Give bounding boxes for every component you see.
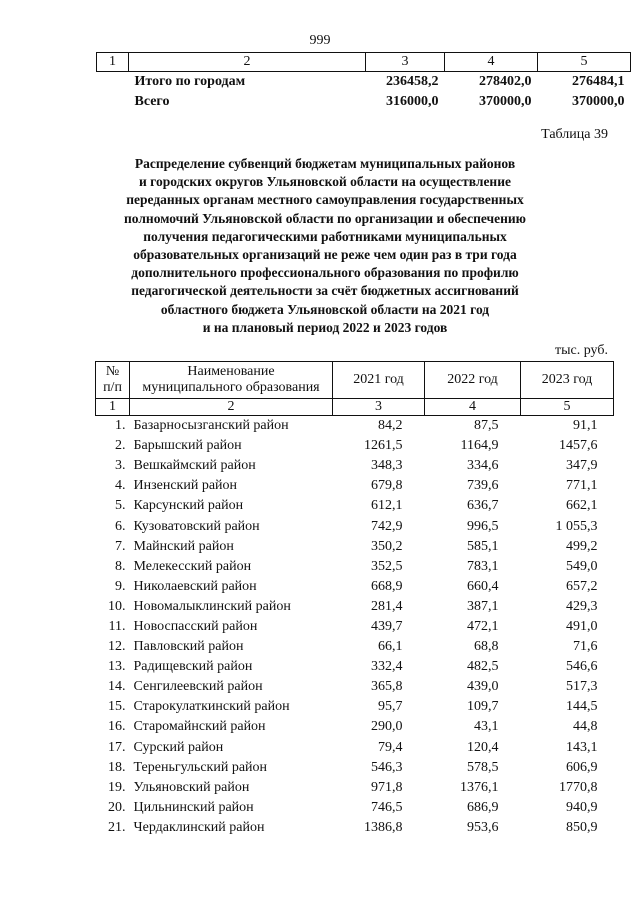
value-2021: 746,5 xyxy=(371,799,403,815)
header-number-line1: № xyxy=(105,364,120,379)
value-2023: 546,6 xyxy=(566,659,598,675)
value-2021: 348,3 xyxy=(371,458,403,474)
value-2021: 612,1 xyxy=(371,498,403,514)
table-row xyxy=(96,617,614,637)
value-2023: 71,6 xyxy=(573,639,598,655)
table-row xyxy=(96,697,614,717)
table-row xyxy=(96,476,614,496)
header-year-2021: 2021 год xyxy=(333,362,425,399)
district-name: Базарносызганский район xyxy=(133,418,289,434)
district-name: Майнский район xyxy=(133,538,234,554)
title-line: переданных органам местного самоуправления государственных xyxy=(126,192,524,208)
district-name: Радищевский район xyxy=(133,659,253,675)
value-2022: 472,1 xyxy=(467,618,499,634)
district-name: Ульяновский район xyxy=(133,779,250,795)
summary-empty-cell xyxy=(97,92,129,112)
row-number: 19. xyxy=(108,779,126,795)
value-2022: 439,0 xyxy=(467,679,499,695)
table-row xyxy=(96,456,614,476)
value-2021: 332,4 xyxy=(371,659,403,675)
subvention-table xyxy=(95,361,614,838)
value-2022: 68,8 xyxy=(474,639,499,655)
header-year-2023: 2023 год xyxy=(521,362,614,399)
column-index-4: 4 xyxy=(425,399,521,416)
district-name: Старомайнский район xyxy=(133,719,266,735)
value-2021: 281,4 xyxy=(371,598,403,614)
summary-value-2022: 278402,0 xyxy=(479,74,532,89)
summary-name: Итого по городам xyxy=(134,74,246,89)
table-row xyxy=(96,798,614,818)
district-name: Мелекесский район xyxy=(133,558,252,574)
summary-row xyxy=(97,72,631,93)
value-2021: 742,9 xyxy=(371,518,403,534)
value-2021: 350,2 xyxy=(371,538,403,554)
row-number: 7. xyxy=(115,538,126,554)
district-name: Чердаклинский район xyxy=(133,819,265,835)
table-header xyxy=(96,362,614,416)
row-number: 8. xyxy=(115,558,126,574)
value-2023: 1 055,3 xyxy=(555,518,598,534)
table-row xyxy=(96,436,614,456)
table-row xyxy=(96,516,614,536)
district-name: Инзенский район xyxy=(133,478,238,494)
row-number: 18. xyxy=(108,759,126,775)
header-number xyxy=(96,362,130,399)
value-2022: 636,7 xyxy=(467,498,499,514)
summary-value-2023: 276484,1 xyxy=(572,74,625,89)
summary-empty-cell xyxy=(97,72,129,93)
column-number-3: 3 xyxy=(366,53,445,72)
value-2023: 657,2 xyxy=(566,578,598,594)
value-2021: 679,8 xyxy=(371,478,403,494)
table-row xyxy=(96,758,614,778)
row-number: 13. xyxy=(108,659,126,675)
district-name: Карсунский район xyxy=(133,498,244,514)
table-title xyxy=(80,155,570,337)
title-line: полномочий Ульяновской области по организации и обеспечению xyxy=(124,210,526,226)
summary-row xyxy=(97,92,631,112)
value-2023: 143,1 xyxy=(566,739,598,755)
value-2021: 352,5 xyxy=(371,558,403,574)
table-row xyxy=(96,738,614,758)
value-2023: 850,9 xyxy=(566,819,598,835)
value-2022: 783,1 xyxy=(467,558,499,574)
value-2022: 686,9 xyxy=(467,799,499,815)
value-2022: 334,6 xyxy=(467,458,499,474)
title-line: и на плановый период 2022 и 2023 годов xyxy=(202,319,448,335)
row-number: 14. xyxy=(108,679,126,695)
column-index-2: 2 xyxy=(130,399,333,416)
district-name: Новомалыклинский район xyxy=(133,598,291,614)
summary-name: Всего xyxy=(134,94,170,109)
district-name: Сурский район xyxy=(133,739,224,755)
value-2022: 578,5 xyxy=(467,759,499,775)
value-2022: 585,1 xyxy=(467,538,499,554)
continuation-body xyxy=(97,72,631,113)
unit-label: тыс. руб. xyxy=(555,343,608,358)
value-2023: 44,8 xyxy=(573,719,598,735)
value-2023: 606,9 xyxy=(566,759,598,775)
title-line: Распределение субвенций бюджетам муниципальных районов xyxy=(134,156,516,171)
value-2022: 660,4 xyxy=(467,578,499,594)
district-name: Цильнинский район xyxy=(133,799,254,815)
summary-value-2022: 370000,0 xyxy=(479,94,532,109)
value-2023: 940,9 xyxy=(566,799,598,815)
table-row xyxy=(96,537,614,557)
table-row xyxy=(96,416,614,437)
value-2021: 971,8 xyxy=(371,779,403,795)
summary-value-2021: 316000,0 xyxy=(386,94,439,109)
table-row xyxy=(96,717,614,737)
column-number-4: 4 xyxy=(445,53,538,72)
value-2021: 79,4 xyxy=(378,739,403,755)
title-line: областного бюджета Ульяновской области на 2021 год xyxy=(160,301,490,317)
header-year-2022: 2022 год xyxy=(425,362,521,399)
value-2021: 1261,5 xyxy=(364,438,403,454)
header-name-line1: Наименование xyxy=(187,364,275,379)
row-number: 9. xyxy=(115,578,126,594)
value-2023: 1770,8 xyxy=(559,779,598,795)
table-row xyxy=(96,496,614,516)
title-line: получения педагогическими работниками муниципальных xyxy=(143,228,507,244)
column-index-3: 3 xyxy=(333,399,425,416)
header-name xyxy=(130,362,333,399)
header-number-line2: п/п xyxy=(103,380,122,395)
value-2021: 95,7 xyxy=(378,699,403,715)
table-row xyxy=(96,577,614,597)
column-number-1: 1 xyxy=(97,53,129,72)
value-2022: 739,6 xyxy=(467,478,499,494)
continuation-table xyxy=(96,52,631,112)
summary-value-2023: 370000,0 xyxy=(572,94,625,109)
row-number: 3. xyxy=(115,458,126,474)
value-2023: 549,0 xyxy=(566,558,598,574)
value-2021: 439,7 xyxy=(371,618,403,634)
value-2021: 84,2 xyxy=(378,418,403,434)
row-number: 4. xyxy=(115,478,126,494)
title-line: дополнительного профессионального образования по профилю xyxy=(131,265,519,281)
value-2022: 109,7 xyxy=(467,699,499,715)
value-2022: 87,5 xyxy=(474,418,499,434)
value-2023: 91,1 xyxy=(573,418,598,434)
table-label: Таблица 39 xyxy=(541,127,608,142)
district-name: Старокулаткинский район xyxy=(133,699,290,715)
value-2021: 290,0 xyxy=(371,719,403,735)
table-row xyxy=(96,657,614,677)
header-name-line2: муниципального образования xyxy=(142,380,320,395)
row-number: 11. xyxy=(108,618,126,634)
page-number: 999 xyxy=(309,33,331,48)
column-number-2: 2 xyxy=(129,53,366,72)
value-2023: 499,2 xyxy=(566,538,598,554)
table-row xyxy=(96,677,614,697)
continuation-header-row xyxy=(97,53,631,72)
table-body xyxy=(96,416,614,838)
table-row xyxy=(96,557,614,577)
column-number-5: 5 xyxy=(538,53,631,72)
value-2022: 1376,1 xyxy=(460,779,499,795)
row-number: 20. xyxy=(108,799,126,815)
row-number: 17. xyxy=(108,739,126,755)
value-2023: 771,1 xyxy=(566,478,598,494)
row-number: 21. xyxy=(108,819,126,835)
value-2022: 953,6 xyxy=(467,819,499,835)
value-2021: 66,1 xyxy=(378,639,403,655)
table-row xyxy=(96,818,614,838)
district-name: Барышский район xyxy=(133,438,242,454)
row-number: 5. xyxy=(115,498,126,514)
district-name: Вешкаймский район xyxy=(133,458,256,474)
table-row xyxy=(96,778,614,798)
row-number: 1. xyxy=(115,418,126,434)
value-2023: 662,1 xyxy=(566,498,598,514)
value-2023: 347,9 xyxy=(566,458,598,474)
table-row xyxy=(96,637,614,657)
title-line: и городских округов Ульяновской области на осуществление xyxy=(139,174,511,190)
district-name: Сенгилеевский район xyxy=(133,679,263,695)
district-name: Кузоватовский район xyxy=(133,518,260,534)
row-number: 16. xyxy=(108,719,126,735)
row-number: 2. xyxy=(115,438,126,454)
district-name: Николаевский район xyxy=(133,578,257,594)
value-2022: 387,1 xyxy=(467,598,499,614)
district-name: Павловский район xyxy=(133,639,244,655)
column-index-5: 5 xyxy=(521,399,614,416)
district-name: Тереньгульский район xyxy=(133,759,268,775)
row-number: 10. xyxy=(108,598,126,614)
value-2021: 365,8 xyxy=(371,679,403,695)
summary-value-2021: 236458,2 xyxy=(386,74,439,89)
title-line: образовательных организаций не реже чем один раз в три года xyxy=(133,247,517,263)
value-2022: 996,5 xyxy=(467,518,499,534)
value-2022: 1164,9 xyxy=(460,438,499,454)
value-2021: 546,3 xyxy=(371,759,403,775)
value-2023: 429,3 xyxy=(566,598,598,614)
table-row xyxy=(96,597,614,617)
value-2023: 144,5 xyxy=(566,699,598,715)
value-2022: 120,4 xyxy=(467,739,499,755)
district-name: Новоспасский район xyxy=(133,618,258,634)
value-2022: 43,1 xyxy=(474,719,499,735)
value-2023: 517,3 xyxy=(566,679,598,695)
value-2022: 482,5 xyxy=(467,659,499,675)
title-line: педагогической деятельности за счёт бюджетных ассигнований xyxy=(131,283,519,299)
row-number: 12. xyxy=(108,639,126,655)
value-2023: 1457,6 xyxy=(559,438,598,454)
column-index-1: 1 xyxy=(96,399,130,416)
row-number: 6. xyxy=(115,518,126,534)
value-2021: 668,9 xyxy=(371,578,403,594)
value-2023: 491,0 xyxy=(566,618,598,634)
value-2021: 1386,8 xyxy=(364,819,403,835)
row-number: 15. xyxy=(108,699,126,715)
